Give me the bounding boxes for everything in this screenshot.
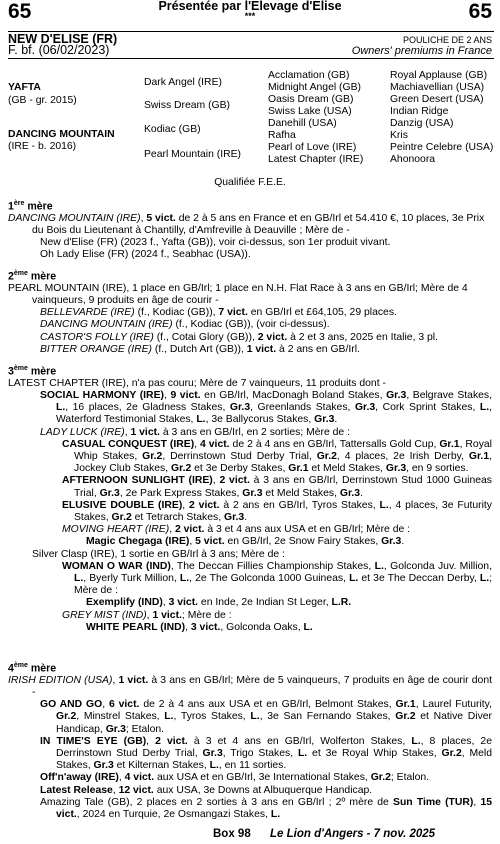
box-number: Box 98 [213, 828, 251, 840]
second-dam-title: 2ème mère [8, 270, 57, 283]
produce-silver-clasp: Silver Clasp (IRE), 1 sortie en GB/Irl à 3 ans; Mère de : [32, 548, 285, 560]
gen3-8: Latest Chapter (IRE) [268, 154, 364, 165]
gen3-4: Swiss Lake (USA) [268, 106, 352, 117]
produce-woman-o-war: WOMAN O WAR (IND), The Deccan Fillies Championship Stakes, L., Golconda Juv. Million, L., Byerly Turk Million, L., 2e The Golconda 1000 Guineas, L. et 3e The Deccan Derby, L.; Mère de : [62, 560, 493, 597]
fourth-dam-title: 4ème mère [8, 662, 57, 675]
gen2-2: Swiss Dream (GB) [144, 100, 231, 111]
first-dam-text: DANCING MOUNTAIN (IRE), 5 vict. de 2 à 5 ans en France et en GB/Irl et 54.410 €, 10 places, 3e Prix du Bois du Lieutenant à Chantilly, d'Amfreville à Deauville ; Mère de - [8, 212, 485, 236]
gen3-1: Acclamation (GB) [268, 70, 350, 81]
gen3-5: Danehill (USA) [268, 118, 337, 129]
third-dam-title: 3ème mère [8, 365, 57, 378]
second-dam-text: PEARL MOUNTAIN (IRE), 1 place en GB/Irl; 1 place en N.H. Flat Race à 3 ans en GB/Irl; Mère de 4 vainqueurs, 9 produits en âge de courir - [8, 282, 468, 306]
third-dam-text: LATEST CHAPTER (IRE), n'a pas couru; Mère de 7 vainqueurs, 11 produits dont - [8, 377, 386, 389]
produce-grey-mist: GREY MIST (IND), 1 vict.; Mère de : [62, 609, 232, 621]
owners-premiums: Owners' premiums in France [351, 45, 492, 57]
third-dam-section [8, 363, 492, 634]
lot-number-right: 65 [468, 0, 492, 23]
produce-magic-chegaga: Magic Chegaga (IRE), 5 vict. en GB/Irl, 2e Snow Fairy Stakes, Gr.3. [86, 536, 405, 548]
gen3-2: Midnight Angel (GB) [268, 82, 361, 93]
gen4-3: Green Desert (USA) [390, 94, 484, 105]
gen4-1: Royal Applause (GB) [390, 70, 488, 81]
gen2-3: Kodiac (GB) [144, 124, 201, 135]
gen4-5: Danzig (USA) [390, 118, 454, 129]
consignor-title: Présentée par l'Elevage d'Elise [158, 0, 342, 13]
foaling-info: F. bf. (06/02/2023) [8, 43, 110, 57]
produce-go-and-go: GO AND GO, 6 vict. de 2 à 4 ans aux USA et en GB/Irl, Belmont Stakes, Gr.1, Laurel Futurity, Gr.2, Minstrel Stakes, L., Tyros Stakes, L., 3e San Fernando Stakes, Gr.2 et Native Diver Handicap, Gr.3; Etalon. [40, 699, 493, 735]
pedigree-divider [8, 58, 494, 59]
produce-elusive-double: ELUSIVE DOUBLE (IRE), 2 vict. à 2 ans en GB/Irl, Tyros Stakes, L., 4 places, 3e Futurity Stakes, Gr.2 et Tetrarch Stakes, Gr.3. [62, 499, 492, 523]
sale-place-date: Le Lion d'Angers - 7 nov. 2025 [270, 828, 436, 840]
fourth-dam-section [8, 660, 492, 821]
gen4-7: Peintre Celebre (USA) [390, 142, 494, 153]
qualification: Qualifiée F.E.E. [214, 177, 286, 188]
second-dam-produce: BELLEVARDE (IRE) (f., Kodiac (GB)), 7 vict. en GB/Irl et £64,105, 29 places. DANCING MOUNTAIN (IRE) (f., Kodiac (GB)), (voir ci-dessus). CASTOR'S FOLLY (IRE) (f., Cotai Glory (GB)), 2 vict. à 2 et 3 ans, 2025 en Italie, 3 pl. BITTER ORANGE (IRE) (f., Dutch Art (GB)), 1 vict. à 2 ans en GB/Irl. [40, 307, 438, 355]
sire-info: (GB - gr. 2015) [8, 95, 77, 106]
gen4-6: Kris [390, 130, 408, 141]
produce-white-pearl: WHITE PEARL (IND), 3 vict., Golconda Oaks, L. [86, 621, 313, 633]
gen3-7: Pearl of Love (IRE) [268, 142, 357, 153]
produce-moving-heart: MOVING HEART (IRE), 2 vict. à 3 et 4 ans aux USA et en GB/Irl; Mère de : [62, 524, 411, 536]
sex-age: POULICHE DE 2 ANS [402, 35, 492, 45]
produce-afternoon-sunlight: AFTERNOON SUNLIGHT (IRE), 2 vict. à 3 ans en GB/Irl, Derrinstown Stud 1000 Guineas Trial, Gr.3, 2e Park Express Stakes, Gr.3 et Meld Stakes, Gr.3. [62, 475, 492, 499]
gen4-2: Machiavellian (USA) [390, 82, 485, 93]
stars-rating: *** [244, 11, 256, 21]
gen3-3: Oasis Dream (GB) [268, 94, 354, 105]
first-dam-produce: New d'Elise (FR) (2023 f., Yafta (GB)), voir ci-dessus, son 1er produit vivant. Oh Lady Elise (FR) (2024 f., Seabhac (USA)). [40, 237, 391, 261]
produce-latest-release: Latest Release, 12 vict. aux USA, 3e Downs at Albuquerque Handicap. [40, 784, 373, 796]
second-dam-section [8, 268, 492, 356]
first-dam-section [8, 198, 492, 262]
produce-lady-luck: LADY LUCK (IRE), 1 vict. à 3 ans en GB/Irl, en 2 sorties; Mère de : [40, 426, 350, 438]
dam-name: DANCING MOUNTAIN [8, 129, 115, 140]
consignor-header [0, 0, 500, 20]
horse-name: NEW D'ELISE (FR) [8, 32, 118, 46]
gen2-4: Pearl Mountain (IRE) [144, 149, 242, 160]
gen2-1: Dark Angel (IRE) [144, 77, 222, 88]
dam-info: (IRE - b. 2016) [8, 141, 77, 152]
fourth-dam-text: IRISH EDITION (USA), 1 vict. à 3 ans en GB/Irl; Mère de 5 vainqueurs, 7 produits en âge de courir dont - [8, 674, 492, 698]
produce-amazing-tale: Amazing Tale (GB), 2 places en 2 sorties à 3 ans en GB/Irl ; 2º mère de Sun Time (TUR), 15 vict., 2024 en Turquie, 2e Osmangazi Stakes, L. [40, 796, 492, 820]
produce-offn-away: Off'n'away (IRE), 4 vict. aux USA et en GB/Irl, 3e International Stakes, Gr.2; Etalon. [40, 772, 430, 784]
produce-in-times-eye: IN TIME'S EYE (GB), 2 vict. à 3 et 4 ans en GB/Irl, Wolferton Stakes, L., 8 places, 2e Derrinstown Stud Derby Trial, Gr.3, Trigo Stakes, L. et 3e Royal Whip Stakes, Gr.2, Meld Stakes, Gr.3 et Kilternan Stakes, L., en 11 sorties. [40, 735, 492, 772]
gen3-6: Rafha [268, 130, 296, 141]
produce-exemplify: Exemplify (IND), 3 vict. en Inde, 2e Indian St Leger, L.R. [86, 597, 352, 609]
first-dam-title: 1ère mère [8, 200, 53, 213]
gen4-4: Indian Ridge [390, 106, 449, 117]
gen4-8: Ahonoora [390, 154, 436, 165]
produce-casual-conquest: CASUAL CONQUEST (IRE), 4 vict. de 2 à 4 ans en GB/Irl, Tattersalls Gold Cup, Gr.1, Royal Whip Stakes, Gr.2, Derrinstown Stud Derby Trial, Gr.2, 4 places, 2e Irish Derby, Gr.1, Jockey Club Stakes, Gr.2 et 3e Derby Stakes, Gr.1 et Meld Stakes, Gr.3, en 9 sorties. [62, 438, 492, 475]
produce-social-harmony: SOCIAL HARMONY (IRE), 9 vict. en GB/Irl, MacDonagh Boland Stakes, Gr.3, Belgrave Stakes, L., 16 places, 2e Gladness Stakes, Gr.3, Greenlands Stakes, Gr.3, Cork Sprint Stakes, L., Waterford Testimonial Stakes, L., 3e Ballycorus Stakes, Gr.3. [40, 389, 493, 426]
lot-number-left: 65 [8, 0, 32, 23]
sire-name: YAFTA [8, 82, 41, 93]
